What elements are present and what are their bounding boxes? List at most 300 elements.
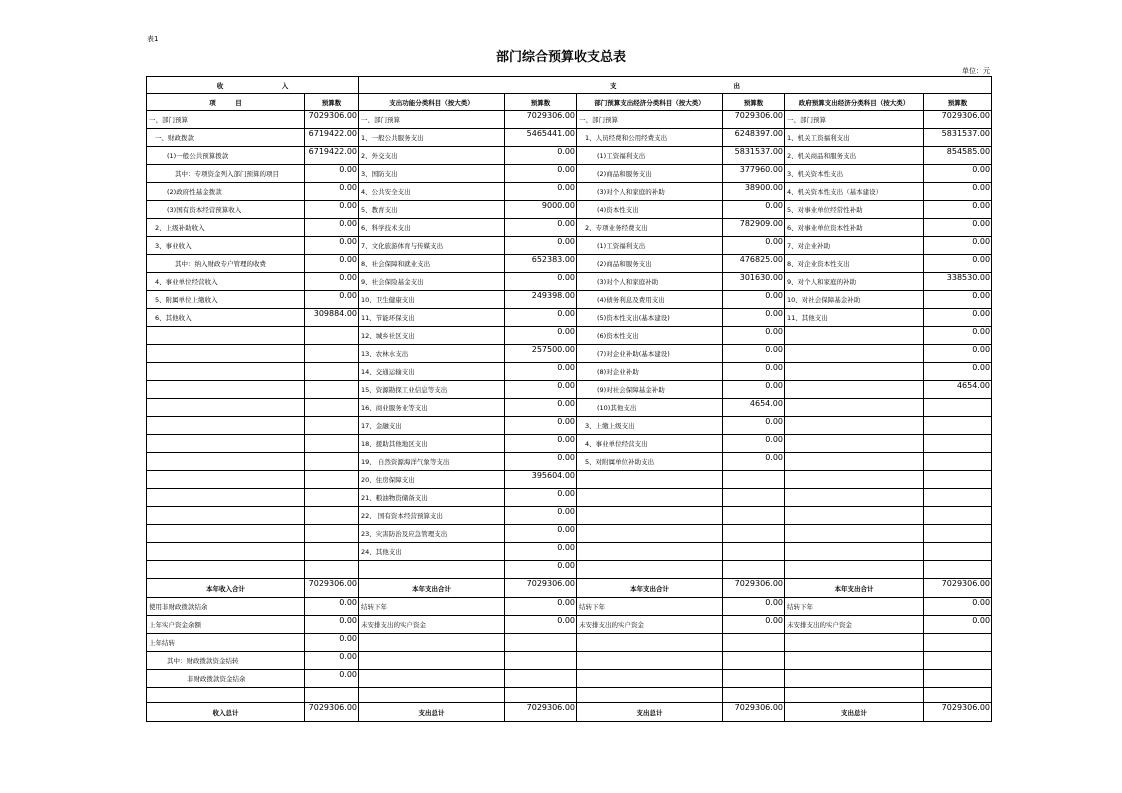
income-amount: 0.00 — [305, 670, 359, 688]
function-item: 22、 国有资本经营预算支出 — [359, 507, 505, 525]
function-item: 7、文化旅游体育与传媒支出 — [359, 237, 505, 255]
dept-econ-item: 一、部门预算 — [577, 111, 723, 129]
gov-econ-item: 3、机关资本性支出 — [785, 165, 924, 183]
income-amount — [305, 543, 359, 561]
gov-econ-amount — [924, 507, 992, 525]
annual-total-row-expense-label: 本年支出合计 — [577, 579, 723, 598]
function-amount: 0.00 — [505, 435, 577, 453]
income-amount — [305, 507, 359, 525]
function-amount: 0.00 — [505, 219, 577, 237]
table-row — [147, 363, 992, 381]
income-amount: 0.00 — [305, 598, 359, 616]
dept-econ-amount — [723, 652, 785, 670]
income-amount: 0.00 — [305, 273, 359, 291]
dept-econ-amount — [723, 543, 785, 561]
function-amount: 0.00 — [505, 381, 577, 399]
table-row — [147, 129, 992, 147]
income-amount: 0.00 — [305, 291, 359, 309]
gov-econ-item — [785, 525, 924, 543]
income-amount — [305, 453, 359, 471]
dept-econ-item — [577, 507, 723, 525]
grand-total-row-income-label: 收入总计 — [147, 703, 305, 722]
annual-total-row-expense-label: 本年支出合计 — [359, 579, 505, 598]
dept-econ-amount: 0.00 — [723, 345, 785, 363]
dept-econ-item: (5)资本性支出(基本建设) — [577, 309, 723, 327]
income-item — [147, 543, 305, 561]
gov-econ-amount — [924, 399, 992, 417]
grand-total-row — [147, 703, 992, 722]
gov-econ-item: 2、机关商品和服务支出 — [785, 147, 924, 165]
gov-econ-amount — [924, 652, 992, 670]
income-item — [147, 507, 305, 525]
function-amount: 7029306.00 — [505, 111, 577, 129]
function-amount: 0.00 — [505, 273, 577, 291]
form-number: 表1 — [147, 35, 159, 43]
income-amount — [305, 525, 359, 543]
annual-total-row-dept-econ-amount: 7029306.00 — [723, 579, 785, 598]
function-amount — [505, 688, 577, 703]
dept-econ-amount: 38900.00 — [723, 183, 785, 201]
gov-econ-amount: 0.00 — [924, 327, 992, 345]
dept-econ-amount: 476825.00 — [723, 255, 785, 273]
table-row — [147, 435, 992, 453]
dept-econ-item: 2、专项业务经费支出 — [577, 219, 723, 237]
table-row — [147, 543, 992, 561]
gov-econ-item — [785, 543, 924, 561]
gov-econ-amount — [924, 525, 992, 543]
col-header-item: 项 目 — [147, 94, 305, 111]
function-amount: 249398.00 — [505, 291, 577, 309]
function-amount: 0.00 — [505, 237, 577, 255]
dept-econ-item — [577, 670, 723, 688]
gov-econ-amount: 0.00 — [924, 616, 992, 634]
function-item — [359, 670, 505, 688]
gov-econ-amount — [924, 634, 992, 652]
function-amount: 0.00 — [505, 489, 577, 507]
dept-econ-amount: 0.00 — [723, 237, 785, 255]
dept-econ-item: (8)对企业补助 — [577, 363, 723, 381]
income-item: 一、部门预算 — [147, 111, 305, 129]
function-amount — [505, 652, 577, 670]
annual-total-row-expense-label: 本年支出合计 — [785, 579, 924, 598]
income-item — [147, 453, 305, 471]
dept-econ-item: (1)工资福利支出 — [577, 237, 723, 255]
gov-econ-item — [785, 507, 924, 525]
table-row — [147, 255, 992, 273]
gov-econ-item — [785, 561, 924, 579]
function-amount: 257500.00 — [505, 345, 577, 363]
function-amount: 0.00 — [505, 453, 577, 471]
income-item: 6、其他收入 — [147, 309, 305, 327]
dept-econ-item: 未安排支出的实户资金 — [577, 616, 723, 634]
gov-econ-item — [785, 327, 924, 345]
dept-econ-item: (10)其他支出 — [577, 399, 723, 417]
income-amount — [305, 561, 359, 579]
function-item: 10、卫生健康支出 — [359, 291, 505, 309]
function-item — [359, 652, 505, 670]
gov-econ-amount — [924, 489, 992, 507]
dept-econ-amount — [723, 525, 785, 543]
income-item — [147, 381, 305, 399]
grand-total-row-expense-label: 支出总计 — [577, 703, 723, 722]
table-row — [147, 291, 992, 309]
function-item: 12、城乡社区支出 — [359, 327, 505, 345]
income-amount: 0.00 — [305, 165, 359, 183]
income-item: (1)一般公共预算拨款 — [147, 147, 305, 165]
function-item: 4、公共安全支出 — [359, 183, 505, 201]
function-item: 19、 自然资源海洋气象等支出 — [359, 453, 505, 471]
dept-econ-item — [577, 471, 723, 489]
dept-econ-item: (3)对个人和家庭补助 — [577, 273, 723, 291]
income-amount: 7029306.00 — [305, 111, 359, 129]
function-amount: 0.00 — [505, 561, 577, 579]
col-header-function-class: 支出功能分类科目（按大类） — [359, 94, 505, 111]
income-amount — [305, 688, 359, 703]
function-amount: 0.00 — [505, 417, 577, 435]
gov-econ-item: 5、对事业单位经常性补助 — [785, 201, 924, 219]
table-row — [147, 561, 992, 579]
gov-econ-amount — [924, 417, 992, 435]
function-item: 20、住房保障支出 — [359, 471, 505, 489]
dept-econ-amount: 0.00 — [723, 327, 785, 345]
function-amount: 0.00 — [505, 399, 577, 417]
income-item: 4、事业单位经营收入 — [147, 273, 305, 291]
income-item — [147, 471, 305, 489]
annual-total-row-gov-econ-amount: 7029306.00 — [924, 579, 992, 598]
function-amount — [505, 634, 577, 652]
table-row — [147, 634, 992, 652]
dept-econ-item: 4、事业单位经营支出 — [577, 435, 723, 453]
col-header-gov-econ-class: 政府预算支出经济分类科目（按大类） — [785, 94, 924, 111]
dept-econ-amount — [723, 670, 785, 688]
dept-econ-item: (1)工资福利支出 — [577, 147, 723, 165]
function-item: 一、部门预算 — [359, 111, 505, 129]
expense-section-header: 支 出 — [359, 77, 992, 94]
dept-econ-item — [577, 525, 723, 543]
income-item: 3、事业收入 — [147, 237, 305, 255]
col-header-budget: 预算数 — [305, 94, 359, 111]
gov-econ-amount: 4654.00 — [924, 381, 992, 399]
dept-econ-amount — [723, 688, 785, 703]
gov-econ-item: 1、机关工资福利支出 — [785, 129, 924, 147]
function-amount: 395604.00 — [505, 471, 577, 489]
function-item: 11、节能环保支出 — [359, 309, 505, 327]
gov-econ-item — [785, 453, 924, 471]
gov-econ-item: 6、对事业单位资本性补助 — [785, 219, 924, 237]
grand-total-row-gov-econ-amount: 7029306.00 — [924, 703, 992, 722]
gov-econ-item — [785, 363, 924, 381]
function-item: 21、粮油物资储备支出 — [359, 489, 505, 507]
income-amount — [305, 435, 359, 453]
table-row — [147, 345, 992, 363]
income-amount: 0.00 — [305, 634, 359, 652]
gov-econ-item: 结转下年 — [785, 598, 924, 616]
dept-econ-amount: 0.00 — [723, 435, 785, 453]
income-amount: 6719422.00 — [305, 147, 359, 165]
table-row — [147, 183, 992, 201]
dept-econ-amount: 0.00 — [723, 363, 785, 381]
function-item: 15、资源勘探工业信息等支出 — [359, 381, 505, 399]
table-row — [147, 417, 992, 435]
annual-total-row-income-label: 本年收入合计 — [147, 579, 305, 598]
dept-econ-amount: 0.00 — [723, 598, 785, 616]
function-amount: 0.00 — [505, 327, 577, 345]
dept-econ-amount: 301630.00 — [723, 273, 785, 291]
income-amount — [305, 399, 359, 417]
budget-summary-table — [146, 76, 992, 722]
dept-econ-amount: 0.00 — [723, 309, 785, 327]
dept-econ-item: (7)对企业补助(基本建设) — [577, 345, 723, 363]
gov-econ-amount — [924, 471, 992, 489]
function-amount: 652383.00 — [505, 255, 577, 273]
table-row — [147, 471, 992, 489]
annual-total-row — [147, 579, 992, 598]
gov-econ-item: 8、对企业资本性支出 — [785, 255, 924, 273]
function-amount — [505, 670, 577, 688]
income-item: 其中：纳入财政专户管理的收费 — [147, 255, 305, 273]
gov-econ-amount: 5831537.00 — [924, 129, 992, 147]
table-row — [147, 219, 992, 237]
table-row — [147, 273, 992, 291]
table-row — [147, 381, 992, 399]
table-row — [147, 616, 992, 634]
gov-econ-item: 未安排支出的实户资金 — [785, 616, 924, 634]
annual-total-row-income-amount: 7029306.00 — [305, 579, 359, 598]
income-item — [147, 417, 305, 435]
grand-total-row-expense-label: 支出总计 — [785, 703, 924, 722]
income-amount: 0.00 — [305, 255, 359, 273]
function-item: 13、农林水支出 — [359, 345, 505, 363]
income-item: 2、上级补助收入 — [147, 219, 305, 237]
gov-econ-item — [785, 381, 924, 399]
income-amount — [305, 489, 359, 507]
gov-econ-amount: 0.00 — [924, 201, 992, 219]
gov-econ-amount: 338530.00 — [924, 273, 992, 291]
dept-econ-item: (6)资本性支出 — [577, 327, 723, 345]
dept-econ-amount: 0.00 — [723, 291, 785, 309]
gov-econ-amount — [924, 561, 992, 579]
income-item: 5、附属单位上缴收入 — [147, 291, 305, 309]
table-row — [147, 453, 992, 471]
gov-econ-item — [785, 634, 924, 652]
income-amount — [305, 471, 359, 489]
income-amount — [305, 327, 359, 345]
gov-econ-amount: 0.00 — [924, 237, 992, 255]
dept-econ-item: (9)对社会保障基金补助 — [577, 381, 723, 399]
gov-econ-amount — [924, 543, 992, 561]
income-item — [147, 327, 305, 345]
gov-econ-amount: 0.00 — [924, 598, 992, 616]
header-row-columns — [147, 94, 992, 111]
col-header-budget: 预算数 — [723, 94, 785, 111]
dept-econ-amount: 0.00 — [723, 381, 785, 399]
grand-total-row-dept-econ-amount: 7029306.00 — [723, 703, 785, 722]
function-item: 8、社会保障和就业支出 — [359, 255, 505, 273]
table-row — [147, 237, 992, 255]
col-header-budget: 预算数 — [505, 94, 577, 111]
col-header-dept-econ-class: 部门预算支出经济分类科目（按大类） — [577, 94, 723, 111]
dept-econ-amount: 0.00 — [723, 201, 785, 219]
function-amount: 0.00 — [505, 147, 577, 165]
gov-econ-item: 一、部门预算 — [785, 111, 924, 129]
income-item: 使用非财政拨款结余 — [147, 598, 305, 616]
dept-econ-amount — [723, 471, 785, 489]
dept-econ-amount: 7029306.00 — [723, 111, 785, 129]
function-item: 5、教育支出 — [359, 201, 505, 219]
gov-econ-amount — [924, 670, 992, 688]
gov-econ-item: 11、其他支出 — [785, 309, 924, 327]
dept-econ-item: 5、对附属单位补助支出 — [577, 453, 723, 471]
function-item — [359, 634, 505, 652]
table-row — [147, 507, 992, 525]
function-item: 6、科学技术支出 — [359, 219, 505, 237]
dept-econ-item: (2)商品和服务支出 — [577, 165, 723, 183]
dept-econ-item — [577, 489, 723, 507]
table-row — [147, 147, 992, 165]
table-row — [147, 399, 992, 417]
dept-econ-item: (2)商品和服务支出 — [577, 255, 723, 273]
income-item — [147, 561, 305, 579]
gov-econ-item — [785, 652, 924, 670]
table-row — [147, 652, 992, 670]
dept-econ-amount: 377960.00 — [723, 165, 785, 183]
dept-econ-item: 1、人员经费和公用经费支出 — [577, 129, 723, 147]
function-item: 23、灾害防治及应急管理支出 — [359, 525, 505, 543]
gov-econ-amount: 854585.00 — [924, 147, 992, 165]
income-amount: 309884.00 — [305, 309, 359, 327]
income-item — [147, 688, 305, 703]
income-amount — [305, 345, 359, 363]
income-amount: 0.00 — [305, 652, 359, 670]
income-amount: 0.00 — [305, 616, 359, 634]
table-row — [147, 598, 992, 616]
gov-econ-amount: 0.00 — [924, 165, 992, 183]
income-section-header: 收 入 — [147, 77, 359, 94]
function-item: 24、其他支出 — [359, 543, 505, 561]
annual-total-row-function-amount: 7029306.00 — [505, 579, 577, 598]
gov-econ-item — [785, 489, 924, 507]
dept-econ-item — [577, 634, 723, 652]
income-item: 一、财政拨款 — [147, 129, 305, 147]
dept-econ-amount — [723, 561, 785, 579]
function-amount: 0.00 — [505, 507, 577, 525]
gov-econ-item — [785, 471, 924, 489]
dept-econ-item: (4)债务利息及费用支出 — [577, 291, 723, 309]
income-item: 其中：专项资金列入部门预算的项目 — [147, 165, 305, 183]
income-item — [147, 525, 305, 543]
function-item: 18、援助其他地区支出 — [359, 435, 505, 453]
income-item — [147, 363, 305, 381]
function-amount: 5465441.00 — [505, 129, 577, 147]
function-item: 3、国防支出 — [359, 165, 505, 183]
function-item: 未安排支出的实户资金 — [359, 616, 505, 634]
income-item: 非财政拨款资金结余 — [147, 670, 305, 688]
dept-econ-item — [577, 561, 723, 579]
dept-econ-amount: 5831537.00 — [723, 147, 785, 165]
function-amount: 0.00 — [505, 543, 577, 561]
gov-econ-amount: 0.00 — [924, 309, 992, 327]
dept-econ-amount — [723, 634, 785, 652]
gov-econ-amount: 0.00 — [924, 219, 992, 237]
page-title: 部门综合预算收支总表 — [495, 50, 626, 65]
function-item: 14、交通运输支出 — [359, 363, 505, 381]
function-item: 9、社会保险基金支出 — [359, 273, 505, 291]
gov-econ-item — [785, 345, 924, 363]
income-item: 其中：财政拨款资金结转 — [147, 652, 305, 670]
function-amount: 9000.00 — [505, 201, 577, 219]
function-amount: 0.00 — [505, 183, 577, 201]
grand-total-row-income-amount: 7029306.00 — [305, 703, 359, 722]
dept-econ-amount: 0.00 — [723, 616, 785, 634]
income-amount: 0.00 — [305, 237, 359, 255]
function-amount: 0.00 — [505, 525, 577, 543]
gov-econ-item — [785, 399, 924, 417]
gov-econ-amount: 0.00 — [924, 363, 992, 381]
dept-econ-amount — [723, 507, 785, 525]
table-row — [147, 165, 992, 183]
dept-econ-item: 3、上缴上级支出 — [577, 417, 723, 435]
function-item: 结转下年 — [359, 598, 505, 616]
dept-econ-amount: 0.00 — [723, 453, 785, 471]
income-amount: 0.00 — [305, 183, 359, 201]
gov-econ-item: 9、对个人和家庭的补助 — [785, 273, 924, 291]
income-item — [147, 399, 305, 417]
income-item: (3)国有资本经营预算收入 — [147, 201, 305, 219]
dept-econ-item — [577, 688, 723, 703]
function-item — [359, 561, 505, 579]
gov-econ-item — [785, 435, 924, 453]
gov-econ-amount — [924, 435, 992, 453]
function-amount: 0.00 — [505, 309, 577, 327]
dept-econ-amount — [723, 489, 785, 507]
income-amount: 0.00 — [305, 219, 359, 237]
income-amount — [305, 417, 359, 435]
function-amount: 0.00 — [505, 598, 577, 616]
income-item — [147, 345, 305, 363]
table-row — [147, 670, 992, 688]
table-row — [147, 525, 992, 543]
dept-econ-item — [577, 543, 723, 561]
gov-econ-amount: 7029306.00 — [924, 111, 992, 129]
gov-econ-amount: 0.00 — [924, 345, 992, 363]
gov-econ-amount: 0.00 — [924, 255, 992, 273]
gov-econ-amount: 0.00 — [924, 291, 992, 309]
function-amount: 0.00 — [505, 616, 577, 634]
grand-total-row-expense-label: 支出总计 — [359, 703, 505, 722]
income-amount: 0.00 — [305, 201, 359, 219]
table-row — [147, 309, 992, 327]
gov-econ-item — [785, 417, 924, 435]
table-row — [147, 489, 992, 507]
function-item: 2、外交支出 — [359, 147, 505, 165]
gov-econ-item — [785, 688, 924, 703]
income-item: (2)政府性基金拨款 — [147, 183, 305, 201]
function-item: 16、商业服务业等支出 — [359, 399, 505, 417]
dept-econ-amount: 4654.00 — [723, 399, 785, 417]
income-item: 上年结转 — [147, 634, 305, 652]
table-row — [147, 688, 992, 703]
function-amount: 0.00 — [505, 165, 577, 183]
dept-econ-item: (3)对个人和家庭的补助 — [577, 183, 723, 201]
income-item — [147, 489, 305, 507]
gov-econ-amount: 0.00 — [924, 183, 992, 201]
dept-econ-amount: 782909.00 — [723, 219, 785, 237]
grand-total-row-function-amount: 7029306.00 — [505, 703, 577, 722]
dept-econ-item — [577, 652, 723, 670]
gov-econ-item — [785, 670, 924, 688]
header-row-sections — [147, 77, 992, 94]
income-amount — [305, 381, 359, 399]
